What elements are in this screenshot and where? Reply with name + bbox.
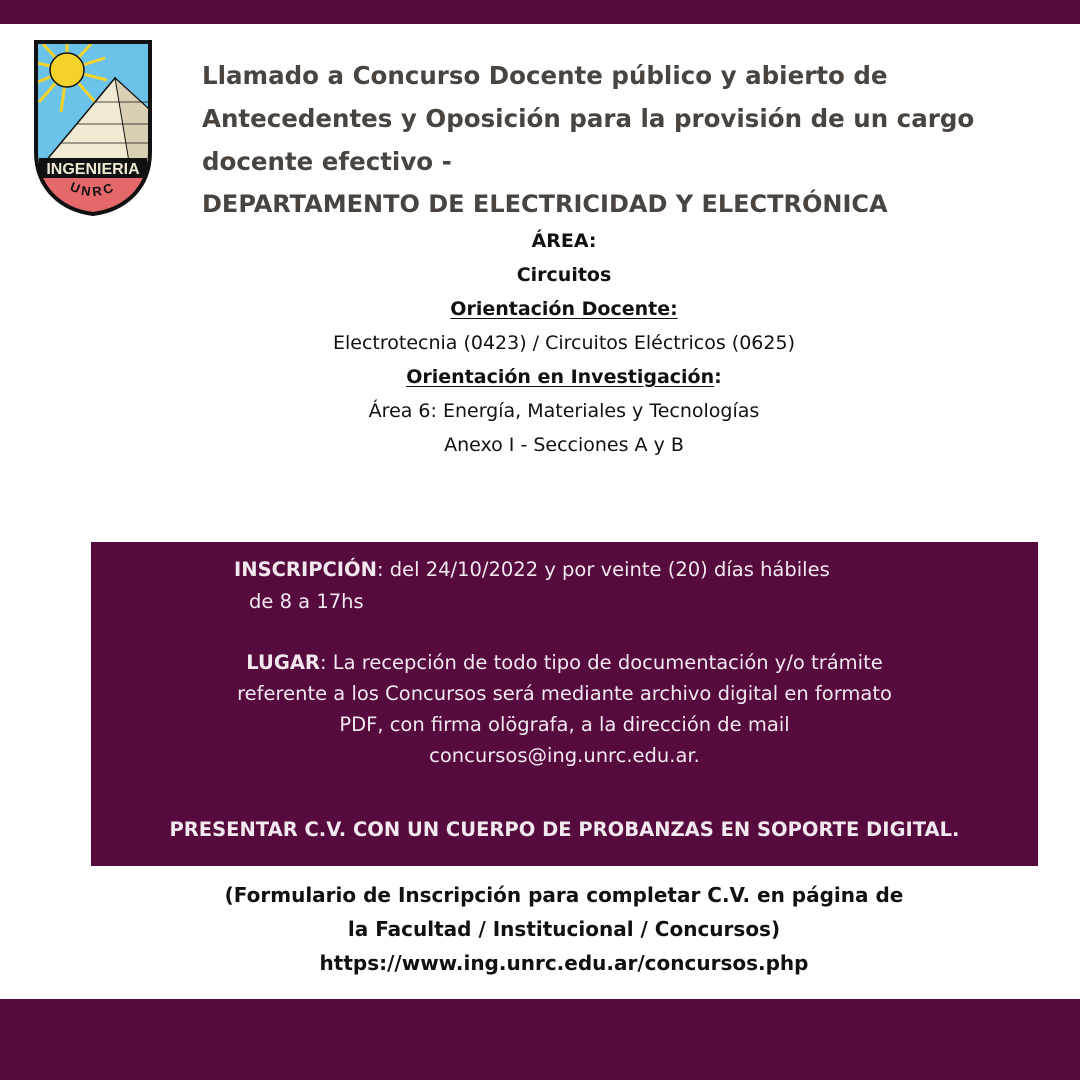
- logo-bottom-text: UNRC: [68, 178, 118, 200]
- inscription-line: [234, 554, 830, 585]
- area-label: ÁREA:: [531, 230, 597, 252]
- department-heading: DEPARTAMENTO DE ELECTRICIDAD Y ELECTRÓNICA: [202, 190, 888, 218]
- bottom-banner-bar: [0, 999, 1080, 1080]
- teaching-orientation-value: Electrotecnia (0423) / Circuitos Eléctricos (0625): [332, 332, 795, 354]
- inscription-text: : del 24/10/2022 y por veinte (20) días hábiles: [376, 558, 830, 581]
- form-notice-line-2: la Facultad / Institucional / Concursos): [347, 917, 781, 941]
- research-orientation-label: Orientación en Investigación: [406, 366, 715, 388]
- place-line-2: referente a los Concursos será mediante archivo digital en formato: [237, 682, 892, 705]
- form-notice: [0, 878, 1080, 980]
- title-line-3: docente efectivo -: [202, 147, 452, 176]
- cv-notice: PRESENTAR C.V. CON UN CUERPO DE PROBANZAS EN SOPORTE DIGITAL.: [169, 818, 960, 841]
- top-banner-bar: [0, 0, 1080, 24]
- contact-email: concursos@ing.unrc.edu.ar.: [429, 744, 700, 767]
- place-text-1: : La recepción de todo tipo de documentación y/o trámite: [319, 651, 883, 674]
- concursos-url: https://www.ing.unrc.edu.ar/concursos.php: [319, 951, 809, 975]
- page-title: [202, 54, 1042, 226]
- form-notice-line-1: (Formulario de Inscripción para completar C.V. en página de: [224, 883, 904, 907]
- research-orientation-heading: [0, 360, 1080, 394]
- ingenieria-unrc-logo: [33, 40, 153, 216]
- teaching-orientation-label: Orientación Docente:: [450, 298, 678, 320]
- area-value: Circuitos: [516, 264, 612, 286]
- registration-info-box: [91, 542, 1038, 866]
- research-orientation-colon: :: [714, 366, 722, 388]
- annex-text: Anexo I - Secciones A y B: [444, 434, 684, 456]
- place-line-1: [91, 647, 1038, 678]
- research-orientation-value: Área 6: Energía, Materiales y Tecnologías: [368, 400, 760, 422]
- place-line-3: PDF, con firma olögrafa, a la dirección de mail: [339, 713, 790, 736]
- inscription-label: INSCRIPCIÓN: [234, 558, 377, 581]
- place-label: LUGAR: [246, 651, 320, 674]
- title-line-1: Llamado a Concurso Docente público y abierto de: [202, 61, 888, 90]
- title-line-2: Antecedentes y Oposición para la provisión de un cargo: [202, 104, 975, 133]
- position-details: [0, 224, 1080, 462]
- logo-top-text: INGENIERIA: [46, 161, 140, 178]
- inscription-hours: de 8 a 17hs: [249, 590, 364, 613]
- ingenieria-unrc-shield-icon: [33, 40, 153, 216]
